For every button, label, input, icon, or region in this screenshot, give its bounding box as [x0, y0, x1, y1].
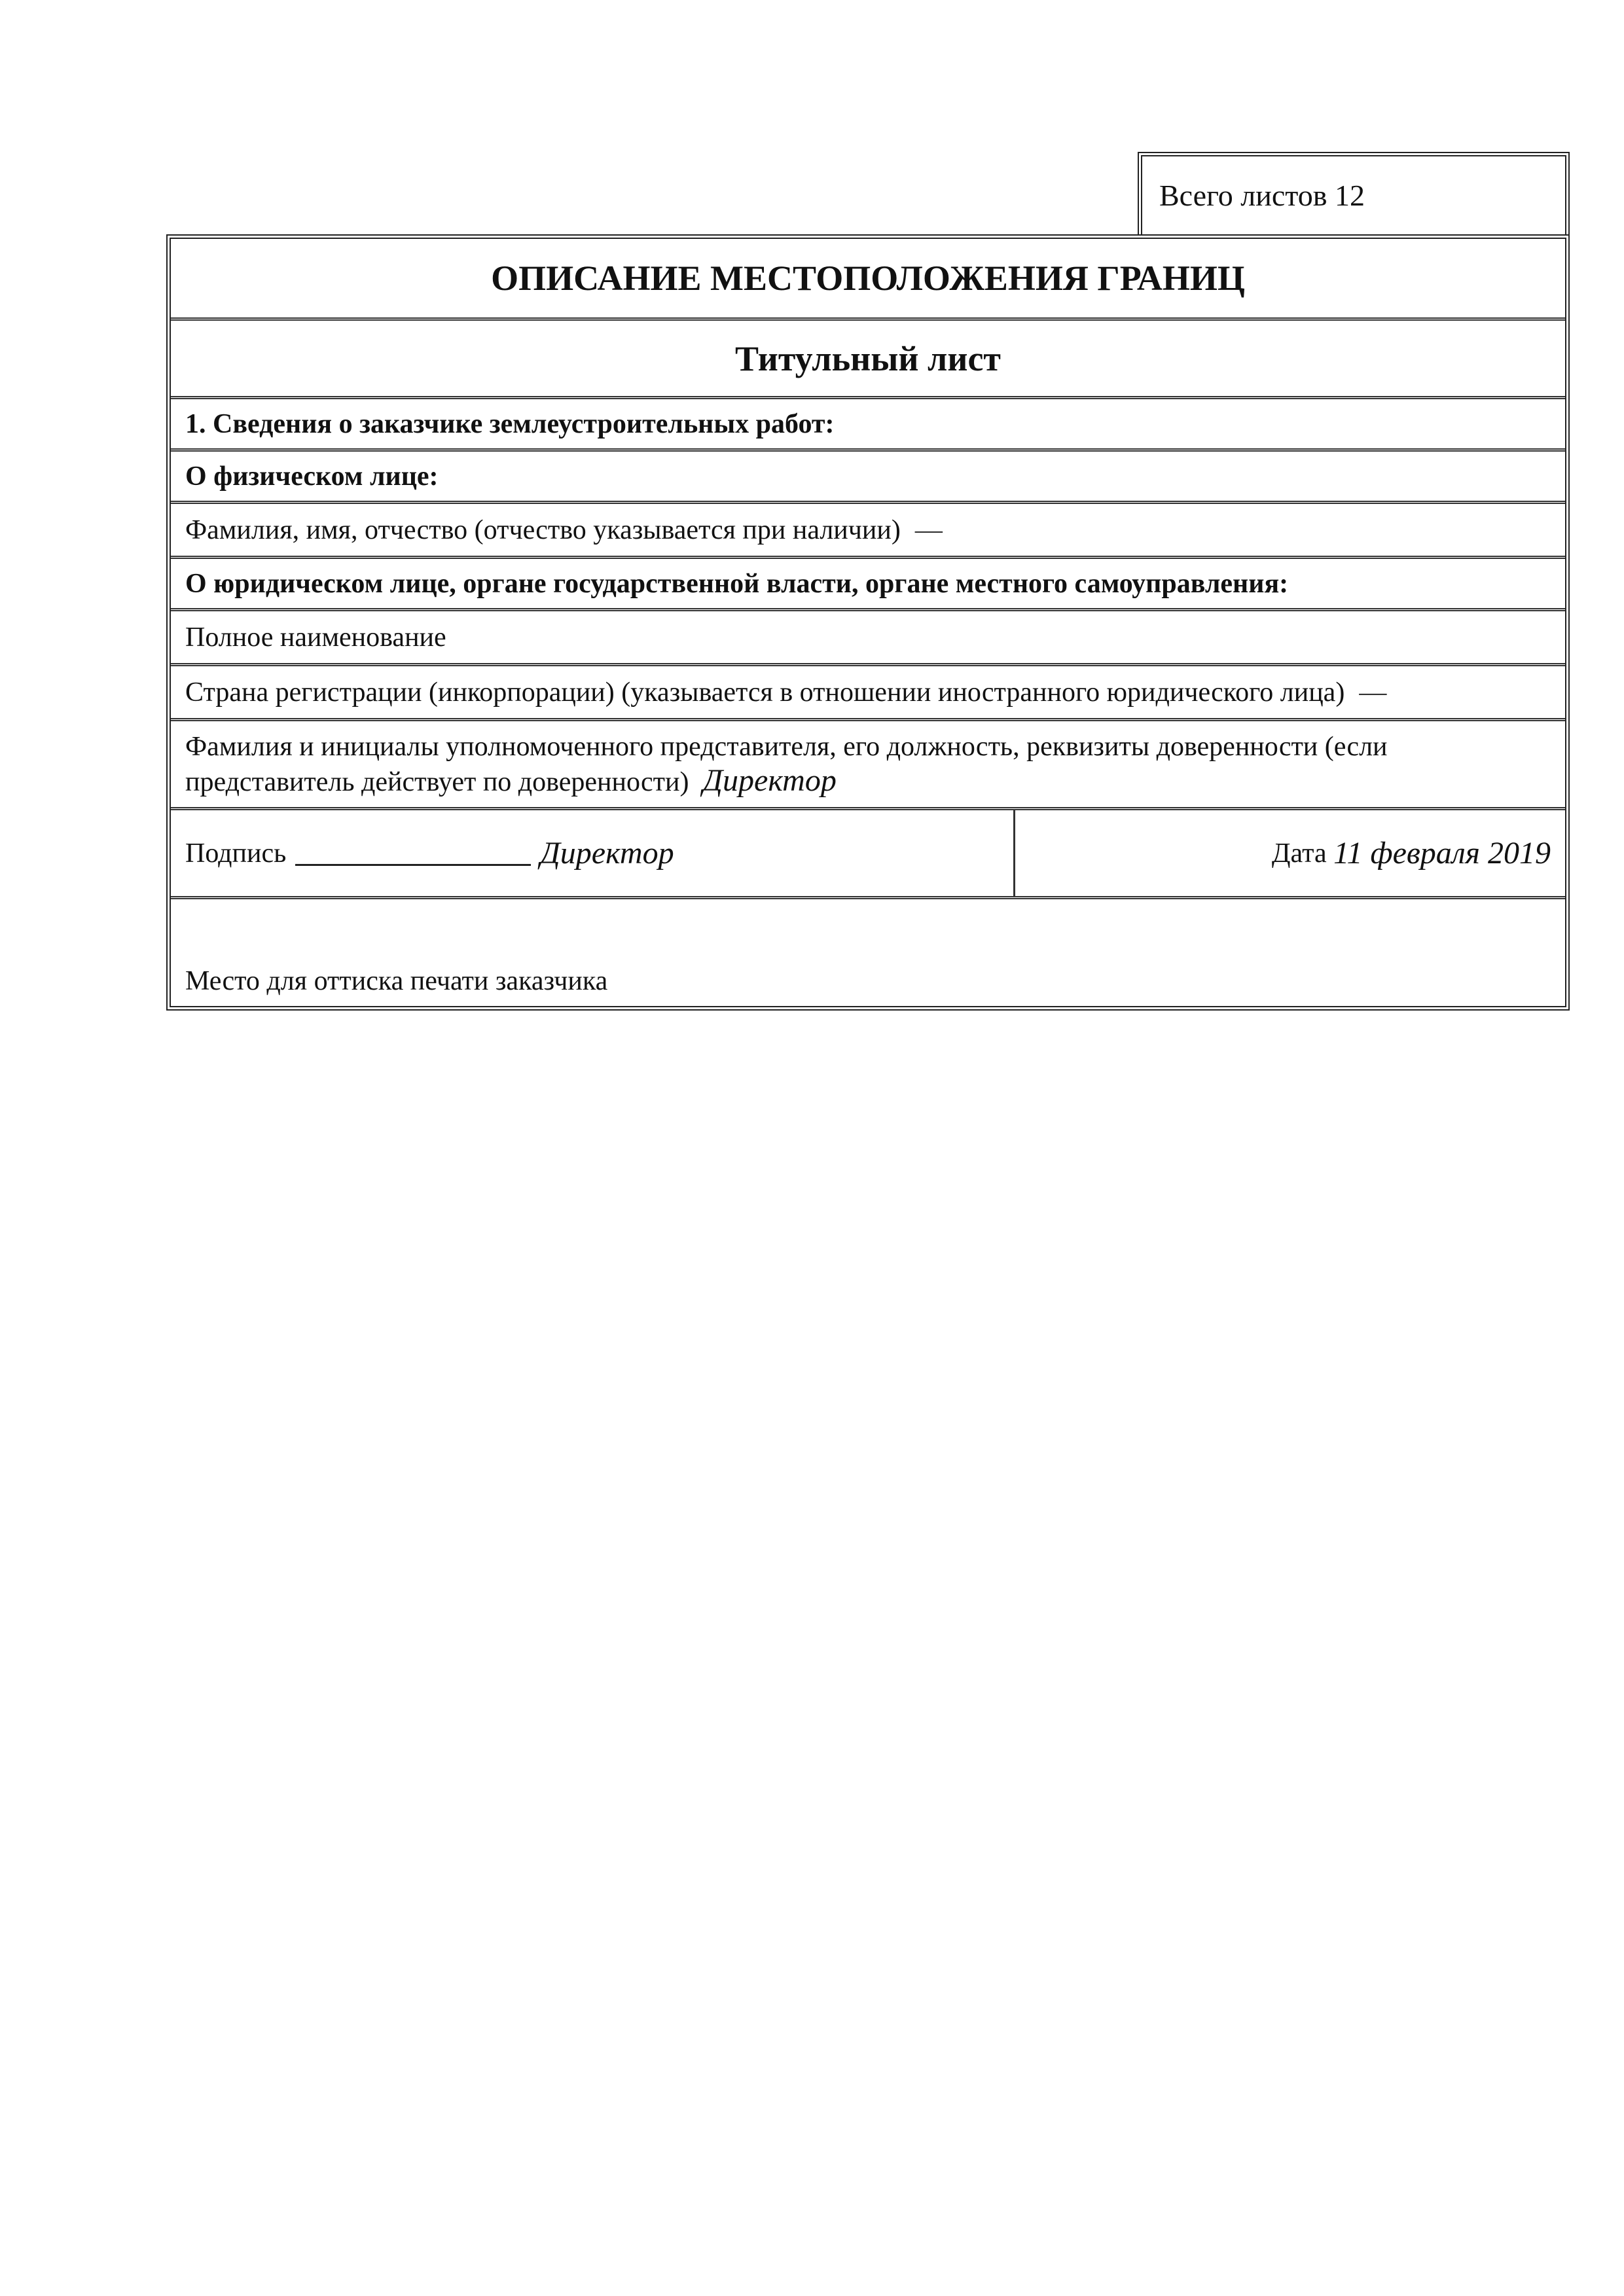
sheets-number: 12	[1335, 179, 1365, 212]
country-value: —	[1359, 677, 1387, 708]
sheets-label: Всего листов	[1159, 179, 1327, 212]
date-cell	[1015, 810, 1565, 896]
individual-heading-row	[171, 448, 1565, 501]
country-row	[171, 663, 1565, 718]
fio-label: Фамилия, имя, отчество (отчество указывается при наличии)	[185, 514, 901, 545]
full-name-label: Полное наименование	[185, 622, 446, 653]
full-name-row	[171, 608, 1565, 663]
fio-row	[171, 501, 1565, 556]
individual-heading: О физическом лице:	[185, 461, 439, 492]
title-sheet-form	[166, 234, 1570, 1011]
representative-value: Директор	[702, 762, 837, 798]
representative-row	[171, 718, 1565, 807]
legal-heading: О юридическом лице, органе государственной власти, органе местного самоуправления:	[185, 568, 1289, 599]
document-subtitle: Титульный лист	[735, 338, 1001, 378]
document-subtitle-row	[171, 317, 1565, 396]
signature-label: Подпись	[185, 838, 287, 869]
fio-value: —	[914, 514, 943, 545]
date-value: 11 февраля 2019	[1333, 836, 1551, 870]
date-label: Дата	[1271, 838, 1327, 869]
sheets-count-box	[1138, 152, 1570, 234]
representative-label: Фамилия и инициалы уполномоченного представителя, его должность, реквизиты доверенности (если представитель действует по доверенности)	[185, 731, 1388, 797]
customer-section-heading: 1. Сведения о заказчике землеустроительных работ:	[185, 408, 835, 439]
document-title: ОПИСАНИЕ МЕСТОПОЛОЖЕНИЯ ГРАНИЦ	[491, 259, 1245, 298]
stamp-row	[171, 896, 1565, 1006]
legal-heading-row	[171, 556, 1565, 608]
customer-section-row	[171, 396, 1565, 448]
signature-date-row	[171, 807, 1565, 896]
signature-line	[295, 840, 531, 866]
country-label: Страна регистрации (инкорпорации) (указывается в отношении иностранного юридического лица)	[185, 677, 1345, 708]
stamp-label: Место для оттиска печати заказчика	[185, 966, 608, 996]
representative-text	[185, 730, 1551, 799]
document-title-row	[171, 239, 1565, 317]
signature-value: Директор	[540, 836, 674, 870]
signature-cell	[171, 810, 1015, 896]
sheets-count	[1159, 156, 1365, 234]
